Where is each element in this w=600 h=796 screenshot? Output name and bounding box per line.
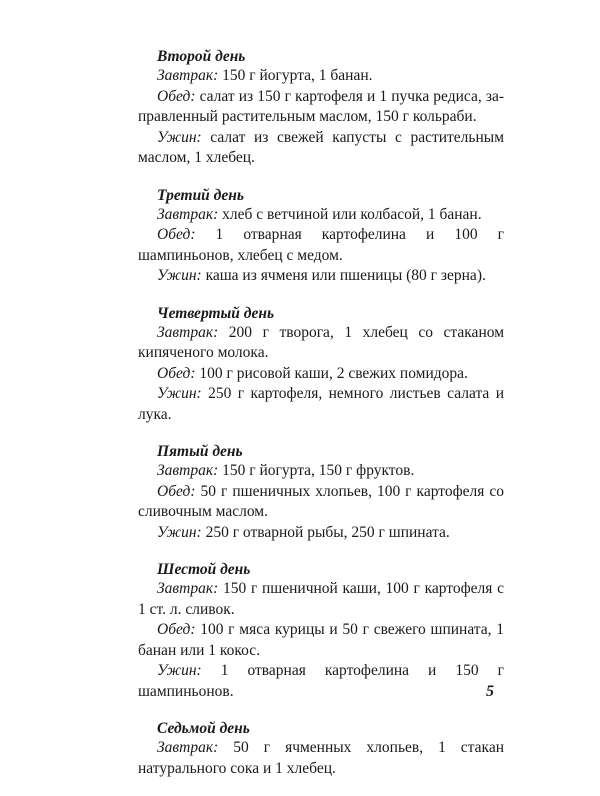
day-title: Второй день [157, 48, 246, 65]
meal-text: хлеб с ветчиной или колбасой, 1 банан. [218, 205, 482, 223]
page-content [138, 47, 504, 796]
day-title: Шестой день [157, 561, 251, 578]
meal-label: Обед: [157, 482, 196, 500]
day-4-section [138, 304, 504, 426]
day-2-section [138, 47, 504, 169]
meal-label: Завтрак: [157, 323, 219, 341]
day-title: Седьмой день [157, 720, 250, 737]
meal-label: Ужин: [157, 267, 202, 284]
day-5-section [138, 442, 504, 543]
dinner-line [138, 523, 504, 544]
meal-label: Обед: [157, 621, 196, 638]
day-3-section [138, 186, 504, 287]
meal-label: Обед: [157, 87, 196, 105]
day-title: Четвертый день [157, 304, 275, 322]
meal-text: каша из ячменя или пшеницы (80 г зерна). [201, 267, 486, 284]
day-6-section [138, 560, 504, 702]
breakfast-line [138, 66, 504, 87]
meal-label: Ужин: [157, 128, 202, 146]
meal-label: Обед: [157, 364, 196, 382]
dinner-line [138, 384, 504, 425]
day-7-section [138, 719, 504, 779]
lunch-line [138, 364, 504, 385]
meal-label: Завтрак: [157, 580, 219, 597]
meal-label: Ужин: [157, 662, 202, 679]
lunch-line [138, 482, 504, 523]
meal-text: 50 г пшеничных хлопьев, 100 г картофеля со сливочным маслом. [138, 482, 504, 520]
meal-text: 150 г пшеничной каши, 100 г картофеля с 1 ст. л. сливок. [138, 580, 504, 618]
lunch-line [138, 225, 504, 266]
lunch-line [138, 620, 504, 661]
breakfast-line [138, 738, 504, 779]
meal-label: Обед: [157, 226, 196, 243]
meal-text: салат из свежей капусты с растительным маслом, 1 хлебец. [138, 128, 504, 166]
meal-label: Завтрак: [157, 205, 219, 223]
breakfast-line [138, 205, 504, 226]
lunch-line [138, 87, 504, 128]
page-number: 5 [486, 683, 494, 700]
meal-text: салат из 150 г картофеля и 1 пучка редиса, заправленный растительным маслом, 150 г кольраби. [138, 87, 504, 125]
day-title: Пятый день [157, 443, 243, 460]
meal-label: Завтрак: [157, 67, 219, 84]
meal-label: Завтрак: [157, 462, 219, 479]
dinner-line [138, 266, 504, 287]
meal-text: 1 отварная картофелина и 150 г шампиньонов. [138, 662, 504, 700]
meal-text: 50 г ячменных хлопьев, 1 стакан натурального сока и 1 хлебец. [138, 739, 504, 777]
meal-label: Ужин: [157, 385, 202, 402]
meal-text: 100 г мяса курицы и 50 г свежего шпината, 1 банан или 1 кокос. [138, 621, 504, 659]
meal-text: 150 г йогурта, 150 г фруктов. [218, 462, 415, 479]
dinner-line [138, 661, 504, 702]
day-title: Третий день [157, 186, 244, 204]
meal-label: Завтрак: [157, 739, 219, 756]
meal-text: 250 г отварной рыбы, 250 г шпината. [201, 523, 450, 541]
breakfast-line [138, 579, 504, 620]
meal-text: 100 г рисовой каши, 2 свежих помидора. [195, 364, 468, 382]
meal-text: 200 г творога, 1 хлебец со стаканом кипяченого молока. [138, 323, 504, 361]
meal-label: Ужин: [157, 523, 202, 541]
meal-text: 1 отварная картофелина и 100 г шампиньонов, хлебец с медом. [138, 226, 504, 264]
breakfast-line [138, 461, 504, 482]
meal-text: 250 г картофеля, немного листьев салата и лука. [138, 385, 504, 423]
meal-text: 150 г йогурта, 1 банан. [218, 67, 373, 84]
breakfast-line [138, 323, 504, 364]
dinner-line [138, 128, 504, 169]
